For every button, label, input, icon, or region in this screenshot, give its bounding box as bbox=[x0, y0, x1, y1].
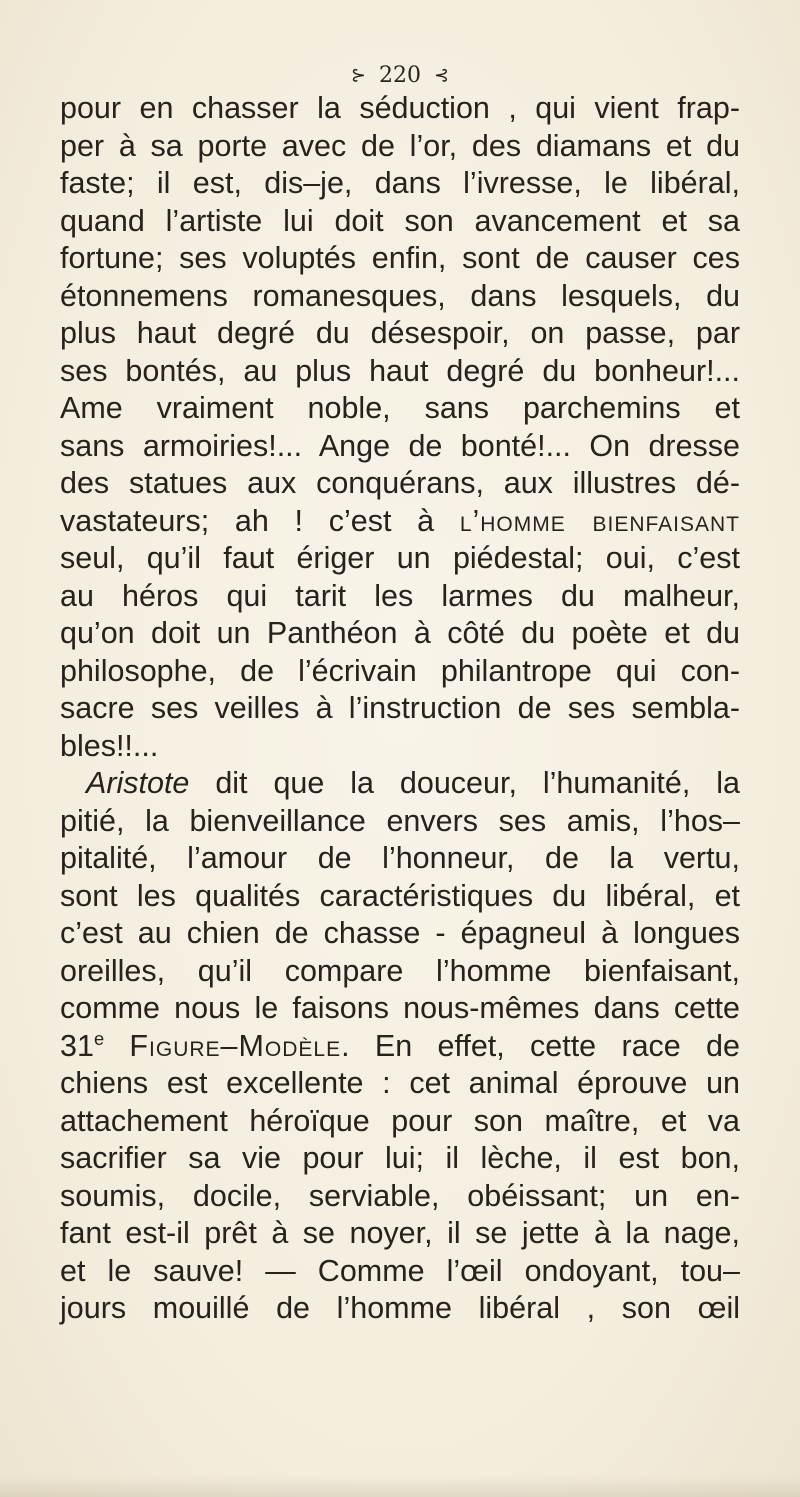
line-text: quand l’artiste lui doit son avancement et sa bbox=[60, 203, 740, 238]
text-line bbox=[60, 840, 740, 878]
line-text: . En effet, cette race de bbox=[341, 1028, 740, 1063]
text-line bbox=[60, 128, 740, 166]
text-line bbox=[60, 690, 740, 728]
line-text: fant est-il prêt à se noyer, il se jette à la nage, bbox=[60, 1216, 740, 1250]
line-text: philosophe, de l’écrivain philantrope qui con- bbox=[60, 653, 740, 688]
line-text: 31 bbox=[60, 1028, 94, 1063]
line-text: qu’on doit un Panthéon à côté du poète et du bbox=[60, 616, 740, 650]
text-line bbox=[60, 315, 740, 353]
line-text: jours mouillé de l’homme libéral , son œil bbox=[60, 1291, 740, 1325]
line-text: dit que la douceur, l’humanité, la bbox=[189, 766, 740, 800]
line-text: vastateurs; ah ! c’est à bbox=[60, 503, 460, 538]
italic-text: Aristote bbox=[86, 766, 190, 800]
line-text: soumis, docile, serviable, obéissant; un en- bbox=[60, 1178, 740, 1213]
text-line bbox=[60, 465, 740, 503]
line-text: faste; il est, dis–je, dans l’ivresse, le libéral, bbox=[60, 166, 740, 200]
right-ornament-icon: ⊰ bbox=[434, 64, 450, 86]
line-text: comme nous le faisons nous-mêmes dans cette bbox=[60, 991, 740, 1025]
line-text: et le sauve! — Comme l’œil ondoyant, tou– bbox=[60, 1253, 740, 1288]
page-number: 220 bbox=[379, 62, 421, 88]
text-line bbox=[60, 765, 740, 803]
text-line bbox=[60, 278, 740, 316]
line-text: c’est au chien de chasse - épagneul à longues bbox=[60, 916, 740, 950]
text-line bbox=[60, 90, 740, 128]
line-text: oreilles, qu’il compare l’homme bienfaisant, bbox=[60, 953, 740, 988]
text-line bbox=[60, 1178, 740, 1216]
text-line bbox=[60, 803, 740, 841]
page-header bbox=[0, 62, 800, 88]
line-text: attachement héroïque pour son maître, et va bbox=[60, 1103, 740, 1138]
line-text: chiens est excellente : cet animal éprouve un bbox=[60, 1066, 740, 1100]
text-line bbox=[60, 953, 740, 991]
small-caps-text: l’homme bienfaisant bbox=[459, 503, 741, 538]
line-text: étonnemens romanesques, dans lesquels, du bbox=[60, 278, 740, 313]
line-text: des statues aux conquérans, aux illustres dé- bbox=[60, 466, 740, 500]
small-caps-text: Figure–Modèle bbox=[129, 1028, 342, 1063]
text-line bbox=[60, 428, 740, 466]
text-line bbox=[60, 578, 740, 616]
line-text: Ame vraiment noble, sans parchemins et bbox=[60, 391, 740, 425]
page-bottom-edge bbox=[0, 1475, 800, 1497]
text-line bbox=[60, 878, 740, 916]
body-text bbox=[60, 90, 740, 1328]
line-text: pour en chasser la séduction , qui vient frap- bbox=[60, 91, 740, 125]
text-line bbox=[60, 1253, 740, 1291]
line-text: sont les qualités caractéristiques du libéral, et bbox=[60, 878, 740, 913]
text-line bbox=[60, 1028, 740, 1066]
line-text: plus haut degré du désespoir, on passe, par bbox=[60, 316, 740, 350]
line-text: per à sa porte avec de l’or, des diamans et du bbox=[60, 128, 740, 163]
text-line bbox=[60, 915, 740, 953]
text-line bbox=[60, 1103, 740, 1141]
text-line bbox=[60, 165, 740, 203]
text-line bbox=[60, 728, 740, 766]
text-line bbox=[60, 1140, 740, 1178]
line-text: pitalité, l’amour de l’honneur, de la vertu, bbox=[60, 841, 740, 875]
text-line bbox=[60, 653, 740, 691]
superscript-text: e bbox=[93, 1027, 105, 1049]
text-line bbox=[60, 1065, 740, 1103]
line-text: sans armoiries!... Ange de bonté!... On dresse bbox=[60, 428, 740, 463]
text-line bbox=[60, 240, 740, 278]
line-text: seul, qu’il faut ériger un piédestal; oui, c’est bbox=[60, 541, 740, 575]
line-text: sacrifier sa vie pour lui; il lèche, il est bon, bbox=[60, 1141, 740, 1175]
text-line bbox=[60, 390, 740, 428]
text-line bbox=[60, 353, 740, 391]
text-line bbox=[60, 1215, 740, 1253]
line-text: fortune; ses voluptés enfin, sont de causer ces bbox=[60, 241, 740, 275]
text-line bbox=[60, 615, 740, 653]
line-text: sacre ses veilles à l’instruction de ses sembla- bbox=[60, 691, 740, 725]
line-text: pitié, la bienveillance envers ses amis, l’hos– bbox=[60, 803, 740, 838]
text-line bbox=[60, 503, 740, 541]
left-ornament-icon: ⊱ bbox=[350, 64, 366, 86]
line-text bbox=[104, 1029, 129, 1063]
text-line bbox=[60, 540, 740, 578]
line-text: bles!!... bbox=[60, 728, 159, 763]
text-line bbox=[60, 1290, 740, 1328]
text-line bbox=[60, 203, 740, 241]
line-text: au héros qui tarit les larmes du malheur, bbox=[60, 578, 740, 613]
text-line bbox=[60, 990, 740, 1028]
line-text: ses bontés, au plus haut degré du bonheur!... bbox=[60, 353, 740, 388]
